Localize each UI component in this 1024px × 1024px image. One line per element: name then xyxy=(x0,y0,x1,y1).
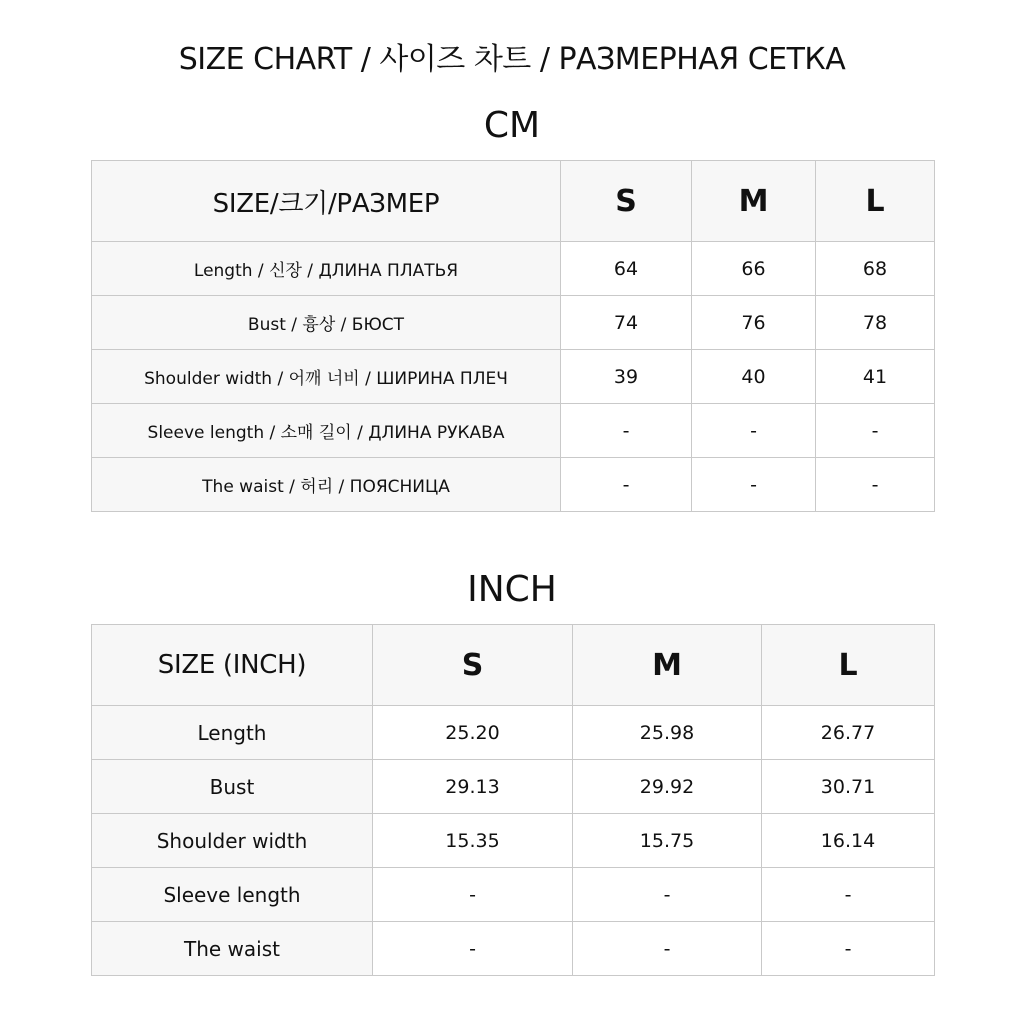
table-row xyxy=(92,404,935,458)
cell-value: 40 xyxy=(692,350,816,404)
cell-value: - xyxy=(573,868,762,922)
cell-value: 76 xyxy=(692,296,816,350)
table-row xyxy=(92,706,935,760)
cell-value: - xyxy=(762,868,935,922)
size-header-s: S xyxy=(373,625,573,706)
page-title: SIZE CHART / 사이즈 차트 / РАЗМЕРНАЯ СЕТКА xyxy=(178,42,846,77)
size-header-m: M xyxy=(692,161,816,242)
cell-value: 15.75 xyxy=(573,814,762,868)
cell-value: - xyxy=(692,404,816,458)
row-label: Shoulder width xyxy=(92,814,373,868)
size-header-s: S xyxy=(561,161,692,242)
cell-value: 66 xyxy=(692,242,816,296)
cell-value: - xyxy=(816,458,935,512)
table-row xyxy=(92,296,935,350)
cell-value: - xyxy=(762,922,935,976)
row-label: The waist xyxy=(92,922,373,976)
cell-value: - xyxy=(373,868,573,922)
table-header-row xyxy=(92,161,935,242)
table-row xyxy=(92,922,935,976)
cell-value: 74 xyxy=(561,296,692,350)
row-label: Bust xyxy=(92,760,373,814)
cell-value: - xyxy=(561,404,692,458)
table-row xyxy=(92,868,935,922)
row-label: Bust / 흉상 / БЮСТ xyxy=(92,296,561,350)
cell-value: 29.92 xyxy=(573,760,762,814)
size-header-m: M xyxy=(573,625,762,706)
table-row xyxy=(92,242,935,296)
size-header-l: L xyxy=(816,161,935,242)
cell-value: - xyxy=(573,922,762,976)
table-row xyxy=(92,814,935,868)
cell-value: 15.35 xyxy=(373,814,573,868)
cell-value: 25.20 xyxy=(373,706,573,760)
cell-value: - xyxy=(816,404,935,458)
cell-value: 68 xyxy=(816,242,935,296)
table-row xyxy=(92,458,935,512)
row-label: Sleeve length xyxy=(92,868,373,922)
cell-value: - xyxy=(561,458,692,512)
size-header-l: L xyxy=(762,625,935,706)
cell-value: 78 xyxy=(816,296,935,350)
table-header-row xyxy=(92,625,935,706)
row-label: Shoulder width / 어깨 너비 / ШИРИНА ПЛЕЧ xyxy=(92,350,561,404)
row-label: The waist / 허리 / ПОЯСНИЦА xyxy=(92,458,561,512)
cell-value: 41 xyxy=(816,350,935,404)
size-header-label: SIZE/크기/РАЗМЕР xyxy=(92,161,561,242)
row-label: Length / 신장 / ДЛИНА ПЛАТЬЯ xyxy=(92,242,561,296)
cm-size-table xyxy=(91,160,935,512)
cm-section-title: CM xyxy=(483,105,541,146)
table-row xyxy=(92,350,935,404)
cell-value: 16.14 xyxy=(762,814,935,868)
cell-value: - xyxy=(692,458,816,512)
cell-value: 29.13 xyxy=(373,760,573,814)
table-row xyxy=(92,760,935,814)
cell-value: 39 xyxy=(561,350,692,404)
cell-value: - xyxy=(373,922,573,976)
cell-value: 25.98 xyxy=(573,706,762,760)
cell-value: 30.71 xyxy=(762,760,935,814)
inch-size-table xyxy=(91,624,935,976)
size-header-label: SIZE (INCH) xyxy=(92,625,373,706)
cell-value: 26.77 xyxy=(762,706,935,760)
row-label: Sleeve length / 소매 길이 / ДЛИНА РУКАВА xyxy=(92,404,561,458)
row-label: Length xyxy=(92,706,373,760)
cell-value: 64 xyxy=(561,242,692,296)
inch-section-title: INCH xyxy=(467,569,557,610)
